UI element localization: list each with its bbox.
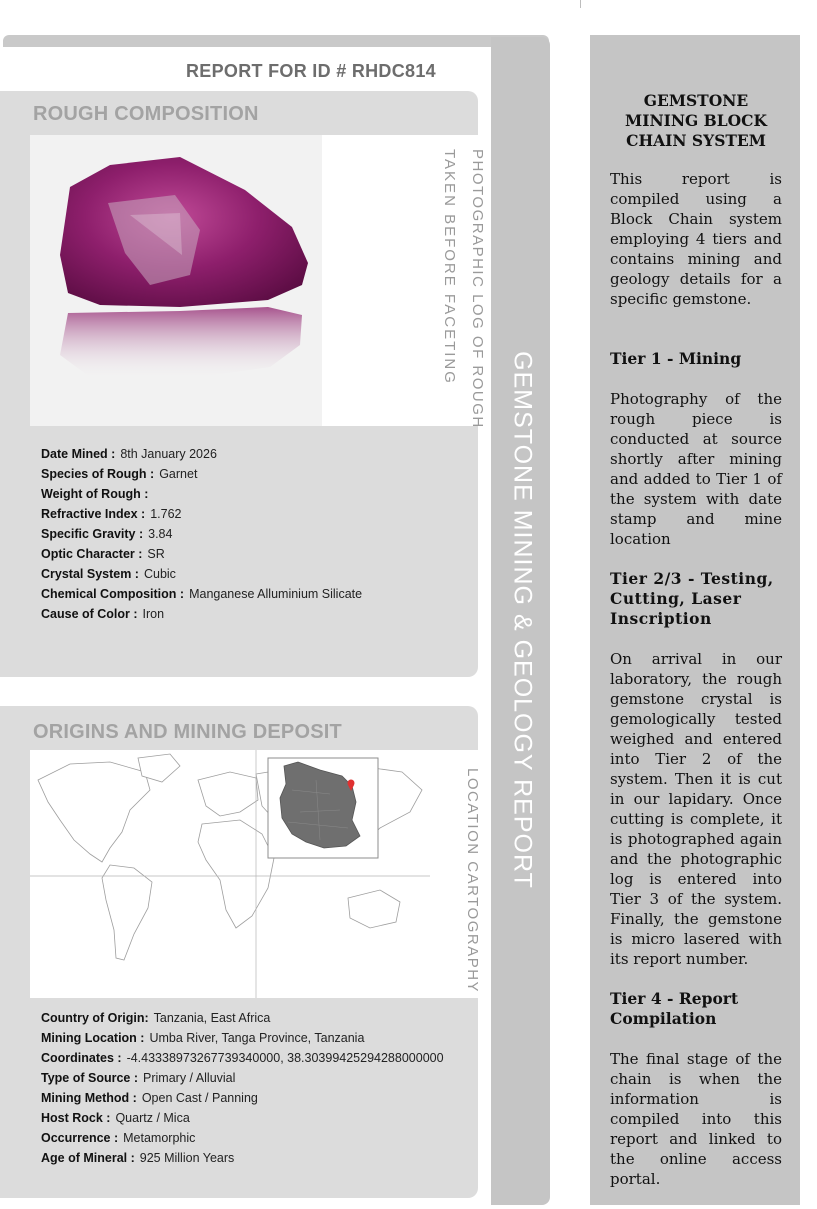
rough-properties-list [41,444,362,624]
origin-properties-list [41,1008,444,1168]
origins-panel [0,706,481,1198]
rough-photo-area [30,135,486,429]
rough-composition-panel [0,91,486,677]
world-map [30,750,430,998]
prop-row: Refractive Index : 1.762 [41,507,182,521]
south-america-shape [102,865,152,960]
report-id-heading: REPORT FOR ID # RHDC814 [186,61,436,81]
prop-row: Occurrence : Metamorphic [41,1131,196,1145]
prop-row: Specific Gravity : 3.84 [41,527,173,541]
prop-row: Chemical Composition : Manganese Alluminium Silicate [41,587,363,601]
prop-row: Mining Method : Open Cast / Panning [41,1091,258,1105]
prop-row: Optic Character : SR [41,547,165,561]
map-caption: LOCATION CARTOGRAPHY [464,768,481,994]
tier4-text: The final stage of the chain is when the information is compiled into this report and linked to the online access portal. [610,1050,782,1188]
info-title: GEMSTONE MINING BLOCK CHAIN SYSTEM [625,91,767,150]
prop-row: Type of Source : Primary / Alluvial [41,1071,236,1085]
origins-title: ORIGINS AND MINING DEPOSIT [33,721,342,743]
tier4-heading: Tier 4 - Report Compilation [610,989,739,1028]
top-tick-mark [580,0,581,8]
frame-top-bar [3,35,549,47]
prop-row: Crystal System : Cubic [41,567,176,581]
tier1-heading: Tier 1 - Mining [610,349,742,368]
blockchain-info-content [610,91,782,1209]
prop-row: Date Mined : 8th January 2026 [41,447,217,461]
rough-composition-title: ROUGH COMPOSITION [33,103,259,125]
gem-reflection [60,307,302,380]
prop-row: Coordinates : -4.43338973267739340000, 38.30399425294288000000 [41,1051,444,1065]
prop-row: Cause of Color : Iron [41,607,165,621]
africa-shape [198,820,274,928]
tier2-text: On arrival in our laboratory, the rough gemstone crystal is gemologically tested weighed and entered into Tier 2 of the system. Then it is cut in our lapidary. Once cutting is complete, it is photographed again and the photographic log is entered into Tier 3 of the system. Finally, the gemstone is micro lasered with its report number. [610,650,782,968]
north-america-shape [38,762,150,862]
prop-row: Host Rock : Quartz / Mica [41,1111,190,1125]
tanzania-inset [268,758,378,858]
prop-row: Species of Rough : Garnet [41,467,198,481]
tier1-text: Photography of the rough piece is conducted at source shortly after mining and added to Tier 1 of the system with date stamp and mine location [610,390,782,548]
tier2-heading: Tier 2/3 - Testing, Cutting, Laser Inscription [610,569,774,628]
prop-row: Age of Mineral : 925 Million Years [41,1151,235,1165]
blockchain-info-column [590,35,800,1205]
prop-row: Country of Origin: Tanzania, East Africa [41,1011,271,1025]
australia-shape [348,890,400,928]
gem-image [30,135,322,426]
vertical-report-title: GEMSTONE MINING & GEOLOGY REPORT [508,351,537,889]
rough-gem-photo [30,135,322,426]
photo-caption-line-2: TAKEN BEFORE FACETING [441,149,458,385]
photo-caption-line-1: PHOTOGRAPHIC LOG OF ROUGH [469,149,486,429]
europe-shape [198,772,258,816]
map-area [30,750,481,998]
prop-row: Mining Location : Umba River, Tanga Province, Tanzania [41,1031,365,1045]
prop-row: Weight of Rough : [41,487,149,501]
info-intro: This report is compiled using a Block Chain system employing 4 tiers and contains mining and geology details for a specific gemstone. [610,170,782,308]
